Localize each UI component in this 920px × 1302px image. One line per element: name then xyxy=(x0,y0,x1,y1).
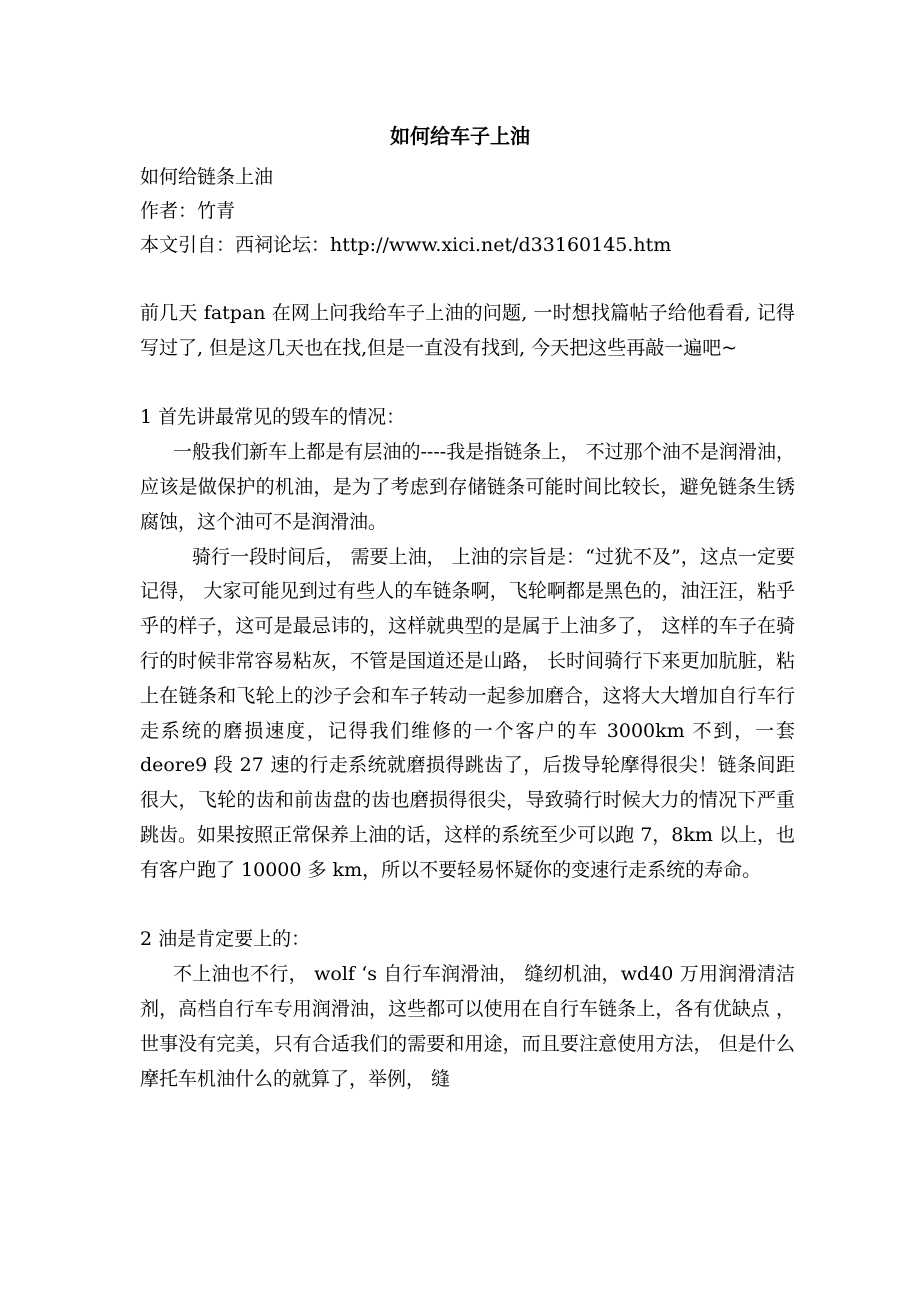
document-source: 本文引自：西祠论坛：http://www.xici.net/d33160145.htm xyxy=(140,234,672,256)
paragraph-gap xyxy=(140,888,795,923)
document-title: 如何给车子上油 xyxy=(390,124,530,148)
intro-paragraph: 前几天 fatpan 在网上问我给车子上油的问题, 一时想找篇帖子给他看看, 记得写过了, 但是这几天也在找,但是一直没有找到, 今天把这些再敲一遍吧~ xyxy=(140,302,795,359)
document-subtitle: 如何给链条上油 xyxy=(140,166,274,188)
document-body xyxy=(140,296,795,1096)
section-1-paragraph-1: 一般我们新车上都是有层油的----我是指链条上， 不过那个油不是润滑油， 应该是做保护的机油，是为了考虑到存储链条可能时间比较长，避免链条生锈腐蚀，这个油可不是润滑油。 xyxy=(140,441,795,533)
document-meta xyxy=(140,160,800,262)
section-2-heading: 2 油是肯定要上的： xyxy=(140,928,311,951)
document-author: 作者：竹青 xyxy=(140,200,236,222)
section-2-paragraph-1: 不上油也不行， wolf ‘s 自行车润滑油， 缝纫机油，wd40 万用润滑清洁剂，高档自行车专用润滑油，这些都可以使用在自行车链条上，各有优缺点 ，世事没有完美，只有合适我们的需要和用途，而且要注意使用方法， 但是什么摩托车机油什么的就算了，举例， 缝 xyxy=(140,963,795,1090)
section-1-heading: 1 首先讲最常见的毁车的情况： xyxy=(140,406,406,429)
section-1-paragraph-2: 骑行一段时间后， 需要上油， 上油的宗旨是：“过犹不及”，这点一定要记得， 大家可能见到过有些人的车链条啊，飞轮啊都是黑色的，油汪汪，粘乎乎的样子，这可是最忌讳的，这样就典型的是属于上油多了， 这样的车子在骑行的时候非常容易粘灰，不管是国道还是山路， 长时间骑行下来更加肮脏，粘上在链条和飞轮上的沙子会和车子转动一起参加磨合，这将大大增加自行车行走系统的磨损速度，记得我们维修的一个客户的车 3000km 不到，一套 deore9 段 27 速的行走系统就磨损得跳齿了，后拨导轮摩得很尖！链条间距很大，飞轮的齿和前齿盘的齿也磨损得很尖，导致骑行时候大力的情况下严重跳齿。如果按照正常保养上油的话，这样的系统至少可以跑 7，8km 以上，也有客户跑了 10000 多 km，所以不要轻易怀疑你的变速行走系统的寿命。 xyxy=(140,545,795,881)
paragraph-gap xyxy=(140,366,795,401)
